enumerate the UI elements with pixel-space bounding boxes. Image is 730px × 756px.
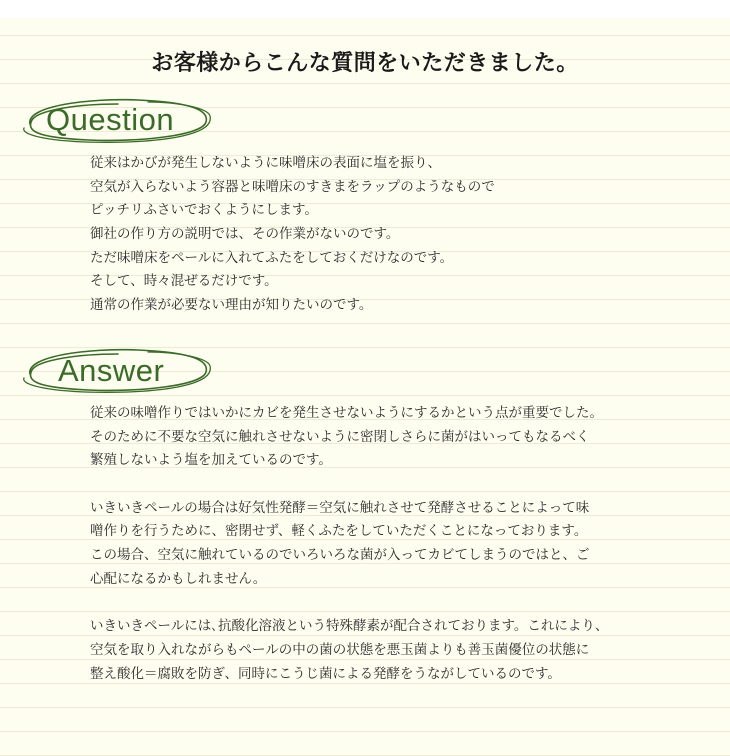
answer-line: 従来の味噌作りではいかにカビを発生させないようにするかという点が重要でした。	[90, 405, 603, 421]
top-band	[0, 0, 730, 18]
answer-paragraph	[90, 497, 650, 592]
answer-line: 心配になるかもしれません。	[90, 570, 267, 587]
answer-line: 繁殖しないよう塩を加えているのです。	[90, 452, 332, 469]
question-line: 通常の作業が必要ない理由が知りたいのです。	[90, 297, 373, 314]
question-heading	[18, 94, 218, 146]
question-line: ただ味噌床をペールに入れてふたをしておくだけなのです。	[90, 249, 454, 266]
answer-line: いきいきペールには､抗酸化溶液という特殊酵素が配合されております。これにより、	[90, 618, 609, 635]
answer-line: 噌作りを行うために、密閉せず、軽くふたをしていただくことになっております。	[90, 523, 588, 540]
answer-line: 整え酸化＝腐敗を防ぎ、同時にこうじ菌による発酵をうながしているのです。	[90, 665, 561, 682]
answer-line: いきいきペールの場合は好気性発酵＝空気に触れさせて発酵させることによって味	[90, 499, 590, 516]
answer-body	[90, 402, 650, 686]
question-line: そして、時々混ぜるだけです。	[90, 273, 278, 290]
answer-line: 空気を取り入れながらもペールの中の菌の状態を悪玉菌よりも善玉菌優位の状態に	[90, 641, 590, 658]
question-line: 空気が入らないよう容器と味噌床のすきまをラップのようなもので	[90, 178, 495, 195]
answer-paragraph	[90, 402, 650, 473]
question-body	[90, 152, 650, 318]
answer-heading	[18, 344, 218, 396]
answer-line: この場合、空気に触れているのでいろいろな菌が入ってカビてしまうのではと、ご	[90, 547, 590, 564]
answer-heading-label: Answer	[58, 353, 165, 388]
page-title: お客様からこんな質問をいただきました。	[151, 51, 579, 76]
question-heading-label: Question	[46, 102, 175, 137]
paragraph-gap	[90, 592, 650, 616]
question-line: ピッチリふさいでおくようにします。	[90, 202, 318, 219]
answer-line: そのために不要な空気に触れさせないように密閉しさらに菌がはいってもなるべく	[90, 428, 590, 445]
question-line: 従来はかびが発生しないように味噌床の表面に塩を振り、	[90, 155, 441, 171]
answer-paragraph	[90, 615, 650, 686]
question-line: 御社の作り方の説明では、その作業がないのです。	[90, 226, 400, 243]
paragraph-gap	[90, 473, 650, 497]
